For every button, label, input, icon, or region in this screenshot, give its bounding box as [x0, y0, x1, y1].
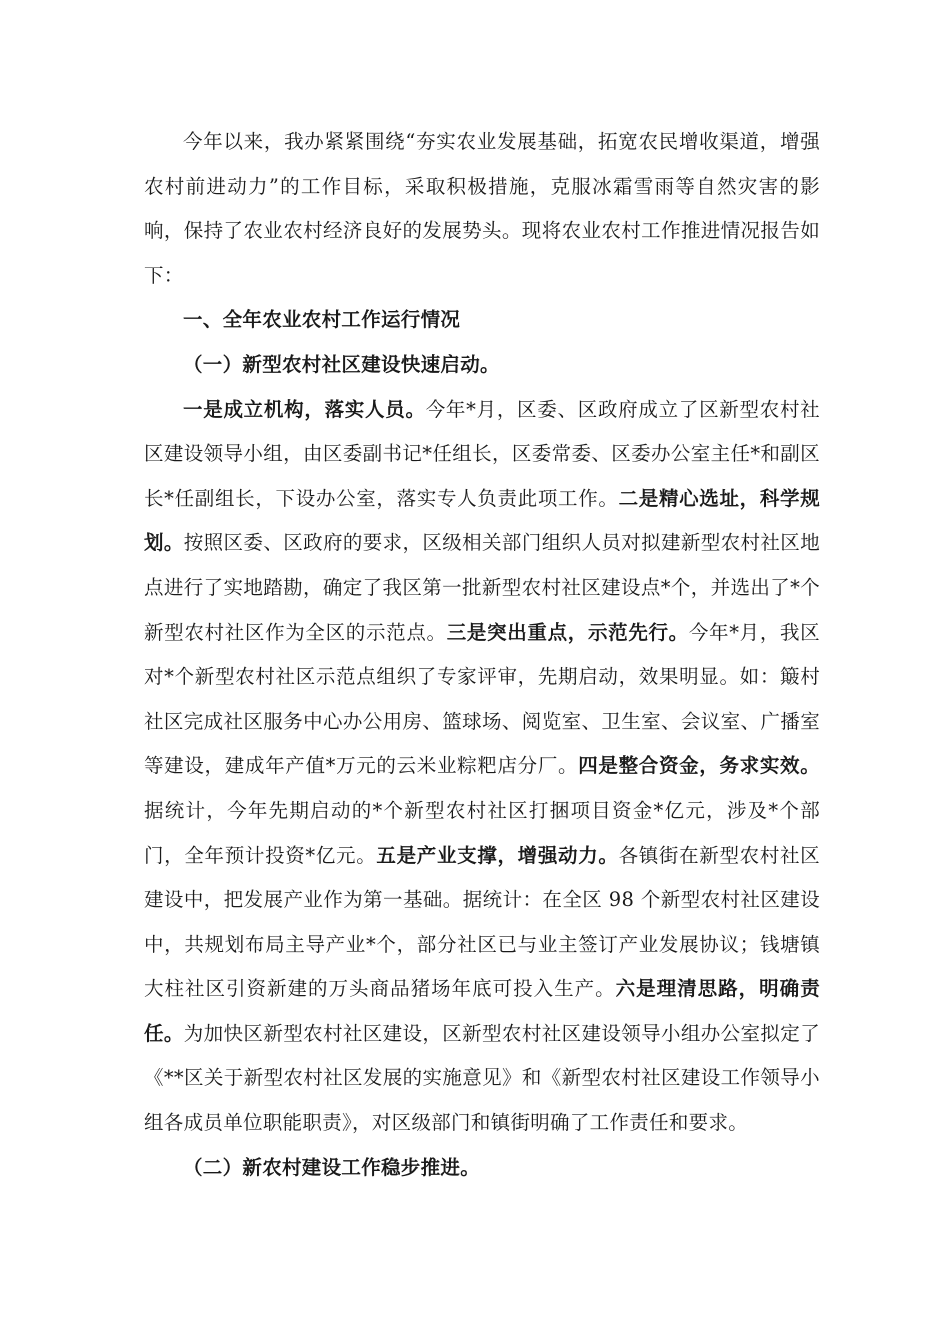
point-3-title: 三是突出重点，示范先行。 — [446, 620, 689, 644]
point-5-text: 各镇街在新型农村社区建设中，把发展产业作为第一基础。据统计：在全区 98 个新型农村社区建设中，共规划布局主导产业*个，部分社区已与业主签订产业发展协议；钱塘镇大柱社区引资新建的万头商品猪场年底可投入生产。 — [144, 843, 820, 1001]
point-4-title: 四是整合资金，务求实效。 — [578, 754, 820, 778]
point-6-title: 六是理清思路，明确责任。 — [144, 977, 820, 1045]
point-5-title: 五是产业支撑，增强动力。 — [376, 843, 619, 867]
subsection-heading-1: （一）新型农村社区建设快速启动。 — [183, 352, 500, 376]
section-heading-1: 一、全年农业农村工作运行情况 — [183, 308, 461, 332]
intro-paragraph: 今年以来，我办紧紧围绕“夯实农业发展基础，拓宽农民增收渠道，增强农村前进动力”的工作目标，采取积极措施，克服冰霜雪雨等自然灾害的影响，保持了农业农村经济良好的发展势头。现将农业农村工作推进情况报告如下： — [144, 130, 820, 287]
document-page — [144, 120, 820, 1190]
point-2-title: 二是精心选址，科学规划。 — [144, 486, 820, 555]
body-paragraph — [144, 388, 820, 1146]
point-1-text: 今年*月，区委、区政府成立了区新型农村社区建设领导小组，由区委副书记*任组长，区委常委、区委办公室主任*和副区长*任副组长，下设办公室，落实专人负责此项工作。 — [144, 397, 820, 510]
point-2-text: 按照区委、区政府的要求，区级相关部门组织人员对拟建新型农村社区地点进行了实地踏勘，确定了我区第一批新型农村社区建设点*个，并选出了*个新型农村社区作为全区的示范点。 — [144, 531, 821, 644]
subsection-heading-2: （二）新农村建设工作稳步推进。 — [183, 1155, 481, 1179]
point-4-text: 据统计，今年先期启动的*个新型农村社区打捆项目资金*亿元，涉及*个部门，全年预计投资*亿元。 — [144, 798, 820, 867]
point-6-text: 为加快区新型农村社区建设，区新型农村社区建设领导小组办公室拟定了《**区关于新型农村社区发展的实施意见》和《新型农村社区建设工作领导小组各成员单位职能职责》，对区级部门和镇街明确了工作责任和要求。 — [144, 1021, 820, 1135]
point-3-text: 今年*月，我区对*个新型农村社区示范点组织了专家评审，先期启动，效果明显。如：簸村社区完成社区服务中心办公用房、篮球场、阅览室、卫生室、会议室、广播室等建设，建成年产值*万元的云米业粽粑店分厂。 — [144, 620, 820, 778]
point-1-title: 一是成立机构，落实人员。 — [183, 397, 426, 421]
